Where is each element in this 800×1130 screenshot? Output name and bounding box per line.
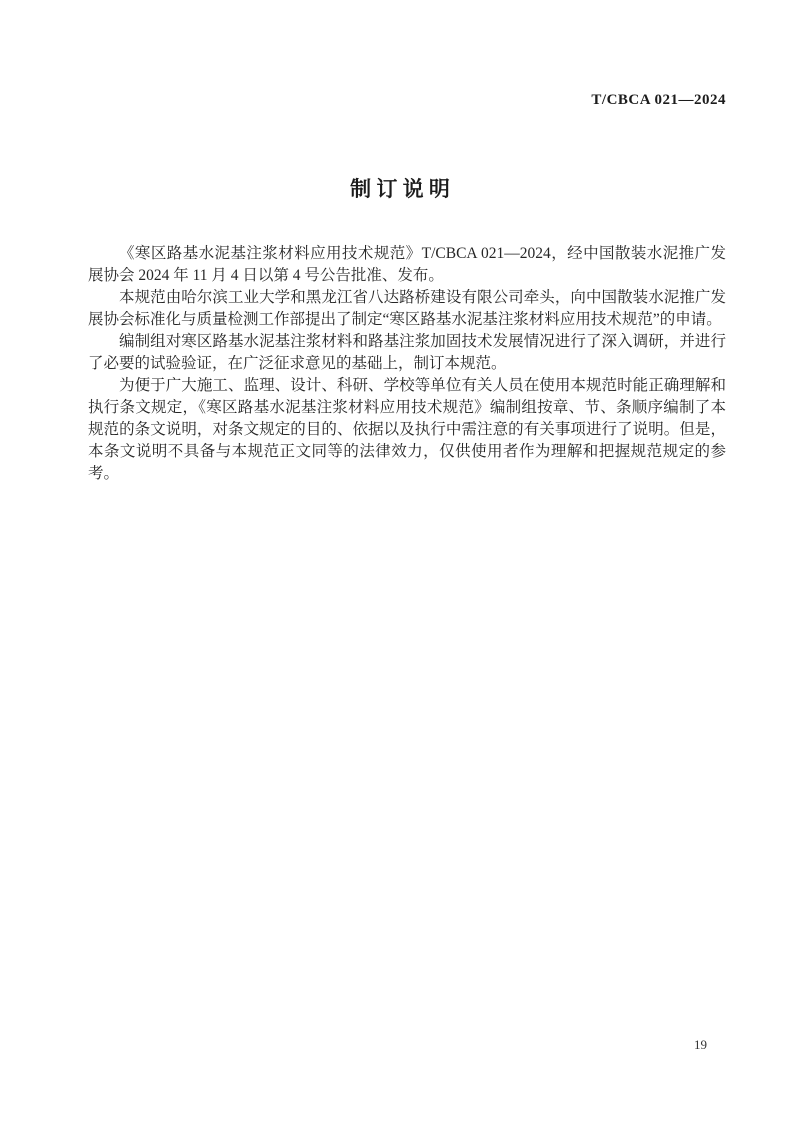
paragraph-purpose: 为便于广大施工、监理、设计、科研、学校等单位有关人员在使用本规范时能正确理解和执行条文规定，《寒区路基水泥基注浆材料应用技术规范》编制组按章、节、条顺序编制了本规范的条文说明，对条文规定的目的、依据以及执行中需注意的有关事项进行了说明。但是，本条文说明不具备与本规范正文同等的法律效力，仅供使用者作为理解和把握规范规定的参考。 — [88, 377, 726, 482]
doc-number: T/CBCA 021—2024 — [591, 92, 726, 108]
body-text — [88, 243, 726, 485]
paragraph-application: 本规范由哈尔滨工业大学和黑龙江省八达路桥建设有限公司牵头，向中国散装水泥推广发展协会标准化与质量检测工作部提出了制定“寒区路基水泥基注浆材料应用技术规范”的申请。 — [88, 289, 726, 328]
paragraph-approval: 《寒区路基水泥基注浆材料应用技术规范》T/CBCA 021—2024，经中国散装水泥推广发展协会 2024 年 11 月 4 日以第 4 号公告批准、发布。 — [88, 245, 726, 284]
page-number: 19 — [694, 1037, 707, 1052]
page-title: 制 订 说 明 — [350, 177, 450, 201]
paragraph-research: 编制组对寒区路基水泥基注浆材料和路基注浆加固技术发展情况进行了深入调研，并进行了必要的试验验证，在广泛征求意见的基础上，制订本规范。 — [88, 333, 726, 372]
